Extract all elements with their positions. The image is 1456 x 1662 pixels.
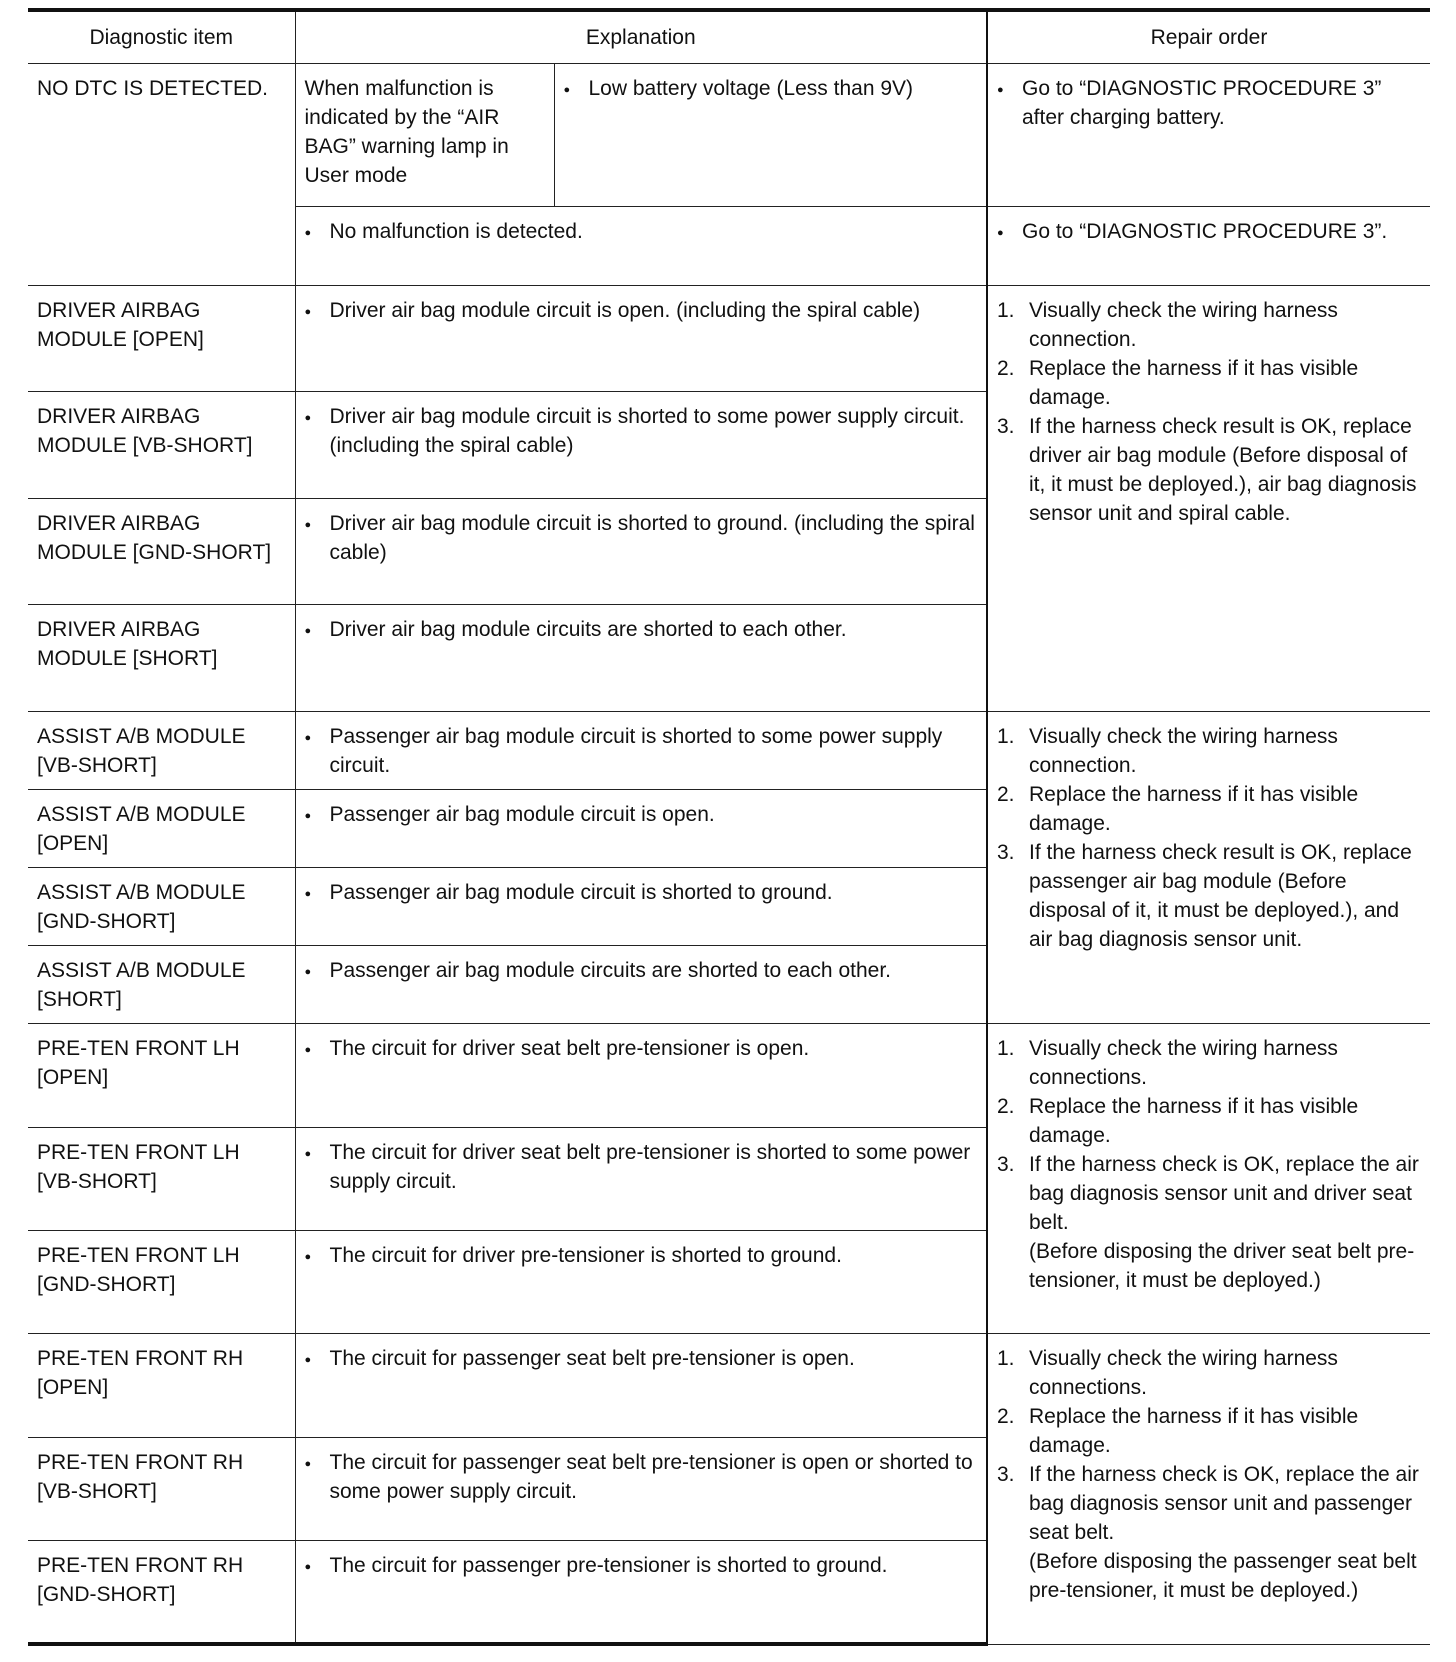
diagnostic-item: PRE-TEN FRONT LH [OPEN] <box>28 1024 295 1127</box>
explanation-cell <box>295 1437 987 1540</box>
repair-step: 3. If the harness check is OK, replace the air bag diagnosis sensor unit and passenger seat belt. <box>997 1463 1419 1545</box>
explanation-cell <box>295 946 987 1024</box>
bullet-icon <box>305 217 330 250</box>
bullet-icon <box>564 74 589 107</box>
explanation-cell <box>295 789 987 867</box>
explanation-cell <box>295 711 987 789</box>
col-header-explanation: Explanation <box>295 10 987 64</box>
diagnostic-table <box>28 8 1430 1646</box>
explanation-text: Driver air bag module circuit is shorted to ground. (including the spiral cable) <box>329 511 975 564</box>
explanation-text: The circuit for passenger pre-tensioner is shorted to ground. <box>329 1554 888 1577</box>
repair-step: 1. Visually check the wiring harness connection. <box>997 724 1338 777</box>
repair-step: 1. Visually check the wiring harness connections. <box>997 1037 1338 1090</box>
repair-step: 2. Replace the harness if it has visible damage. <box>997 1095 1359 1148</box>
diagnostic-item: DRIVER AIRBAG MODULE [VB-SHORT] <box>28 392 295 499</box>
explanation-cell <box>295 868 987 946</box>
repair-order-cell <box>987 1334 1430 1644</box>
diagnostic-item: ASSIST A/B MODULE [SHORT] <box>28 946 295 1024</box>
repair-steps <box>997 296 1421 528</box>
explanation-text: The circuit for driver seat belt pre-tensioner is open. <box>329 1037 810 1061</box>
repair-step: 3. If the harness check result is OK, replace passenger air bag module (Before disposal of it, it must be deployed.), and air bag diagnosis sensor unit. <box>997 840 1412 951</box>
explanation-text: Passenger air bag module circuit is shorted to some power supply circuit. <box>329 724 943 777</box>
explanation-text: The circuit for passenger seat belt pre-tensioner is open. <box>329 1347 855 1371</box>
repair-order-cell <box>987 285 1430 711</box>
explanation-text: The circuit for driver pre-tensioner is shorted to ground. <box>329 1243 842 1267</box>
diagnostic-item: DRIVER AIRBAG MODULE [SHORT] <box>28 605 295 712</box>
diagnostic-item: DRIVER AIRBAG MODULE [OPEN] <box>28 285 295 392</box>
repair-step: 1. Visually check the wiring harness connection. <box>997 298 1338 351</box>
explanation-cell <box>295 285 987 392</box>
repair-step: 1. Visually check the wiring harness connections. <box>997 1347 1338 1400</box>
repair-step: 2. Replace the harness if it has visible damage. <box>997 356 1359 409</box>
explanation-text: Driver air bag module circuits are shorted to each other. <box>329 618 847 642</box>
explanation-cell <box>295 1230 987 1333</box>
bullet-icon <box>305 509 330 567</box>
diagnostic-item: PRE-TEN FRONT RH [GND-SHORT] <box>28 1541 295 1645</box>
table-row <box>28 1334 1430 1437</box>
repair-steps <box>997 1344 1421 1547</box>
explanation-condition: When malfunction is indicated by the “AIR BAG” warning lamp in User mode <box>295 64 554 206</box>
diagnostic-item: ASSIST A/B MODULE [OPEN] <box>28 789 295 867</box>
bullet-icon <box>305 878 330 911</box>
diagnostic-item: ASSIST A/B MODULE [VB-SHORT] <box>28 711 295 789</box>
diagnostic-item: PRE-TEN FRONT LH [GND-SHORT] <box>28 1230 295 1333</box>
explanation-cell <box>295 1024 987 1127</box>
header-row <box>28 10 1430 64</box>
bullet-icon <box>997 74 1022 132</box>
repair-steps <box>997 1034 1421 1237</box>
bullet-icon <box>305 956 330 989</box>
repair-step: 2. Replace the harness if it has visible damage. <box>997 1405 1359 1458</box>
repair-text: Go to “DIAGNOSTIC PROCEDURE 3”. <box>1022 219 1388 243</box>
repair-order-cell <box>987 206 1430 285</box>
bullet-icon <box>305 722 330 780</box>
diagnostic-item: NO DTC IS DETECTED. <box>28 64 295 286</box>
diagnostic-item: ASSIST A/B MODULE [GND-SHORT] <box>28 868 295 946</box>
bullet-icon <box>305 800 330 833</box>
explanation-text: Low battery voltage (Less than 9V) <box>588 77 914 101</box>
diagnostic-item: PRE-TEN FRONT LH [VB-SHORT] <box>28 1127 295 1230</box>
bullet-icon <box>305 1551 330 1584</box>
repair-order-cell <box>987 711 1430 1023</box>
explanation-cell <box>295 1127 987 1230</box>
repair-note: (Before disposing the passenger seat belt pre-tensioner, it must be deployed.) <box>1029 1550 1417 1603</box>
explanation-text: The circuit for driver seat belt pre-tensioner is shorted to some power supply circuit. <box>329 1140 971 1193</box>
bullet-icon <box>997 217 1022 250</box>
table-row <box>28 64 1430 206</box>
explanation-text: The circuit for passenger seat belt pre-tensioner is open or shorted to some power supply circuit. <box>329 1450 973 1503</box>
explanation-text: Passenger air bag module circuits are shorted to each other. <box>329 959 891 983</box>
repair-order-cell <box>987 1024 1430 1334</box>
repair-order-cell <box>987 64 1430 206</box>
table-row <box>28 285 1430 392</box>
repair-step: 2. Replace the harness if it has visible damage. <box>997 782 1359 835</box>
explanation-text: Driver air bag module circuit is open. (including the spiral cable) <box>329 298 921 322</box>
bullet-icon <box>305 1034 330 1067</box>
explanation-text: No malfunction is detected. <box>329 219 583 243</box>
repair-steps <box>997 722 1421 954</box>
col-header-diagnostic-item: Diagnostic item <box>28 10 295 64</box>
table-row <box>28 711 1430 789</box>
diagnostic-item: PRE-TEN FRONT RH [VB-SHORT] <box>28 1437 295 1540</box>
diagnostic-item: PRE-TEN FRONT RH [OPEN] <box>28 1334 295 1437</box>
repair-step: 3. If the harness check result is OK, replace driver air bag module (Before disposal of it, it must be deployed.), air bag diagnosis sensor unit and spiral cable. <box>997 414 1417 525</box>
explanation-text: Driver air bag module circuit is shorted to some power supply circuit. (including the spiral cable) <box>329 405 965 458</box>
bullet-icon <box>305 1344 330 1377</box>
explanation-text: Passenger air bag module circuit is open. <box>329 802 715 826</box>
diagnostic-item: DRIVER AIRBAG MODULE [GND-SHORT] <box>28 498 295 605</box>
explanation-cell <box>295 1334 987 1437</box>
explanation-cell <box>295 206 987 285</box>
explanation-cell <box>295 605 987 712</box>
explanation-cell <box>554 64 987 206</box>
bullet-icon <box>305 1138 330 1196</box>
repair-step: 3. If the harness check is OK, replace the air bag diagnosis sensor unit and driver seat belt. <box>997 1153 1419 1235</box>
explanation-text: Passenger air bag module circuit is shorted to ground. <box>329 881 833 905</box>
table-row <box>28 1024 1430 1127</box>
bullet-icon <box>305 615 330 648</box>
bullet-icon <box>305 1241 330 1274</box>
bullet-icon <box>305 296 330 329</box>
repair-text: Go to “DIAGNOSTIC PROCEDURE 3” after charging battery. <box>1022 77 1382 130</box>
repair-note: (Before disposing the driver seat belt pre-tensioner, it must be deployed.) <box>1029 1240 1415 1293</box>
col-header-repair-order: Repair order <box>987 10 1430 64</box>
explanation-cell <box>295 392 987 499</box>
bullet-icon <box>305 1448 330 1506</box>
bullet-icon <box>305 402 330 460</box>
explanation-cell <box>295 498 987 605</box>
explanation-cell <box>295 1541 987 1645</box>
